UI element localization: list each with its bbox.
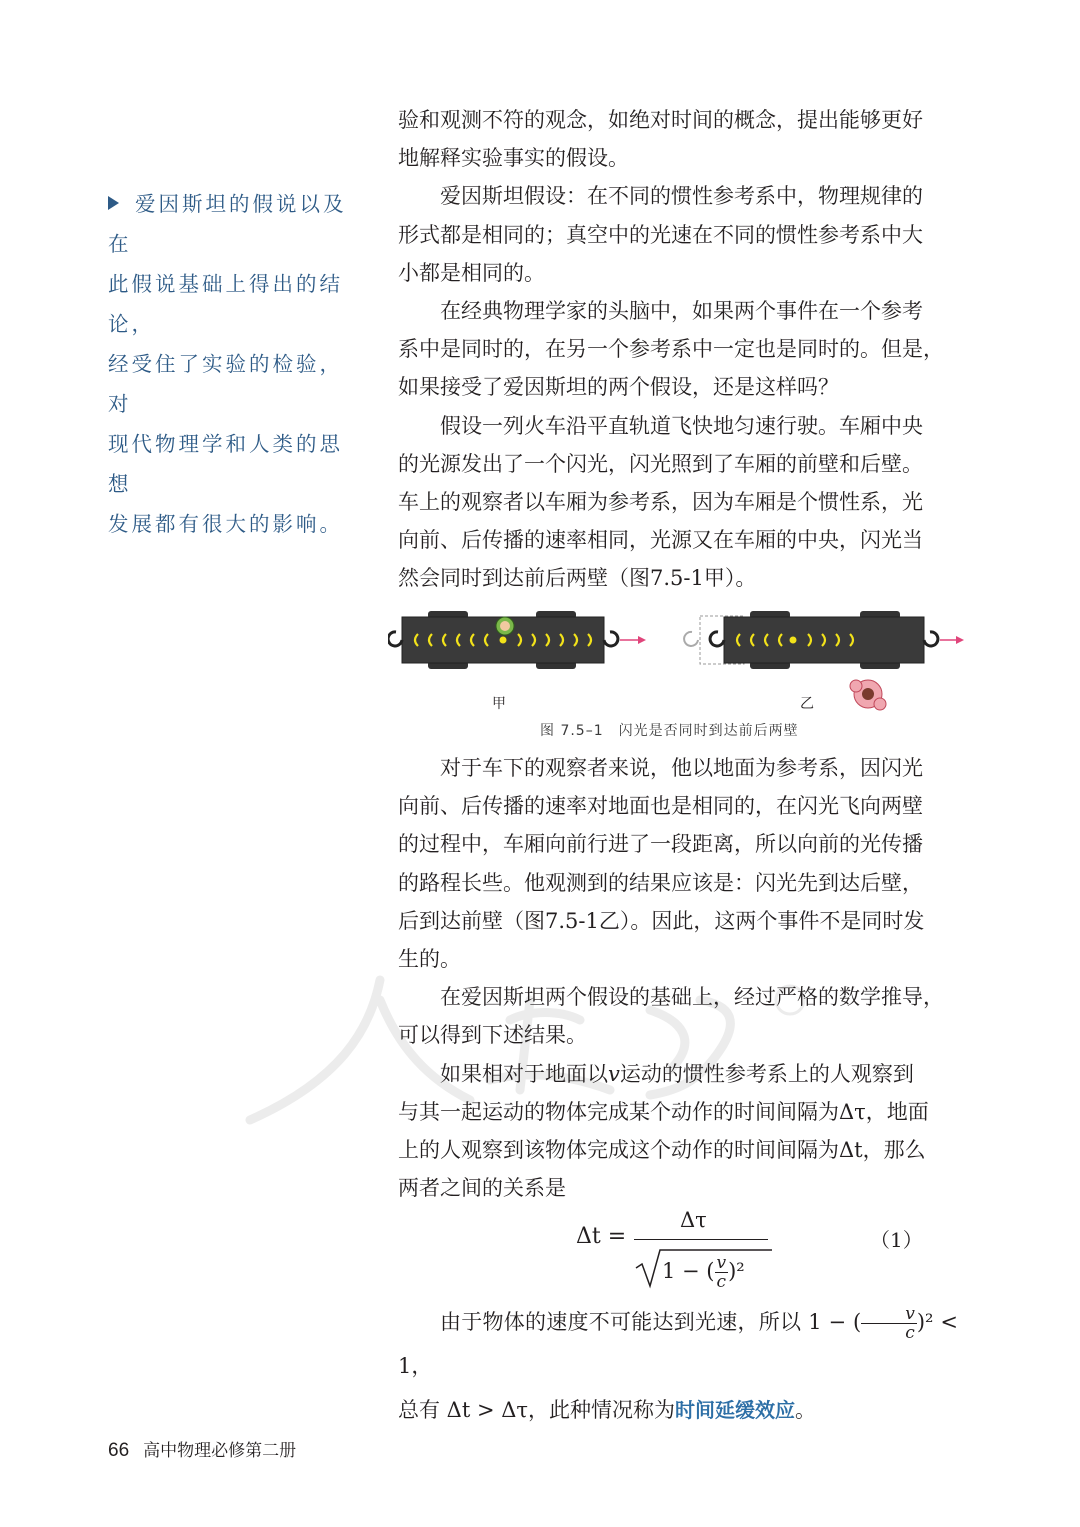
body-text-bottom (398, 1300, 958, 1432)
observer-on-ground-icon (850, 680, 886, 710)
paragraph: 假设一列火车沿平直轨道飞快地匀速行驶。车厢中央 的光源发出了一个闪光，闪光照到了车厢的前壁和后壁。 车上的观察者以车厢为参考系，因为车厢是个惯性系，光 向前、后传播的速率相同，光源又在车厢的中央，闪光当 然会同时到达前后两壁（图7.5-1甲）。 (398, 413, 923, 591)
paragraph: 爱因斯坦假设：在不同的惯性参考系中，物理规律的 形式都是相同的；真空中的光速在不同的惯性参考系中大 小都是相同的。 (398, 184, 923, 285)
key-term: 时间延缓效应 (675, 1398, 796, 1422)
margin-note-line: 经受住了实验的检验，对 (108, 352, 343, 416)
body-text-middle (398, 749, 958, 1207)
margin-note (108, 184, 360, 544)
margin-note-line: 爱因斯坦的假说以及在 (108, 192, 347, 256)
paragraph: 在经典物理学家的头脑中，如果两个事件在一个参考 系中是同时的，在另一个参考系中一定也是同时的。但是， 如果接受了爱因斯坦的两个假设，还是这样吗？ (398, 299, 944, 400)
formula-numerator: Δτ (680, 1208, 707, 1232)
paragraph: 如果相对于地面以v运动的惯性参考系上的人观察到 与其一起运动的物体完成某个动作的时间间隔为Δτ，地面 上的人观察到该物体完成这个动作的时间间隔为Δt，那么 两者之间的关系是 (398, 1061, 929, 1201)
triangle-bullet-icon (108, 196, 119, 210)
body-text-top (398, 101, 958, 598)
formula-time-dilation (570, 1206, 960, 1292)
train-car-b (684, 611, 964, 710)
train-car-a (388, 611, 646, 669)
paragraph: 由于物体的速度不可能达到光速，所以 1 − ( $\frac{v}{c}$ )² < 1， 总有 Δt > Δτ，此种情况称为时间延缓效应。 (398, 1304, 958, 1422)
book-title: 高中物理必修第二册 (143, 1441, 297, 1461)
light-source-icon (500, 637, 507, 644)
page-footer (108, 1436, 296, 1462)
margin-note-line: 现代物理学和人类的思想 (108, 432, 343, 496)
figure-caption: 图 7.5–1 闪光是否同时到达前后两壁 (540, 723, 799, 739)
margin-note-line: 发展都有很大的影响。 (108, 512, 343, 536)
margin-note-line: 此假说基础上得出的结论， (108, 272, 343, 336)
figure-label-a: 甲 (492, 696, 506, 712)
formula-lhs: Δt = (576, 1224, 627, 1249)
formula-number: （1） (870, 1228, 923, 1252)
page-number: 66 (108, 1440, 130, 1461)
paragraph: 验和观测不符的观念，如绝对时间的概念，提出能够更好 地解释实验事实的假设。 (398, 108, 923, 171)
fraction-bar (634, 1239, 768, 1240)
figure-label-b: 乙 (800, 696, 814, 712)
formula-radicand: 1 − ( $\frac{v}{c}$ )² (662, 1253, 745, 1292)
paragraph: 对于车下的观察者来说，他以地面为参考系，因闪光 向前、后传播的速率对地面也是相同的，在闪光飞向两壁 的过程中，车厢向前行进了一段距离，所以向前的光传播 的路程长些。他观测到的结果应该是：闪光先到达后壁， 后到达前壁（图7.5-1乙）。因此，这两个事件不是同时发 生的。 (398, 756, 925, 972)
observer-on-train-icon (496, 617, 514, 635)
paragraph: 在爱因斯坦两个假设的基础上，经过严格的数学推导， 可以得到下述结果。 (398, 985, 944, 1048)
